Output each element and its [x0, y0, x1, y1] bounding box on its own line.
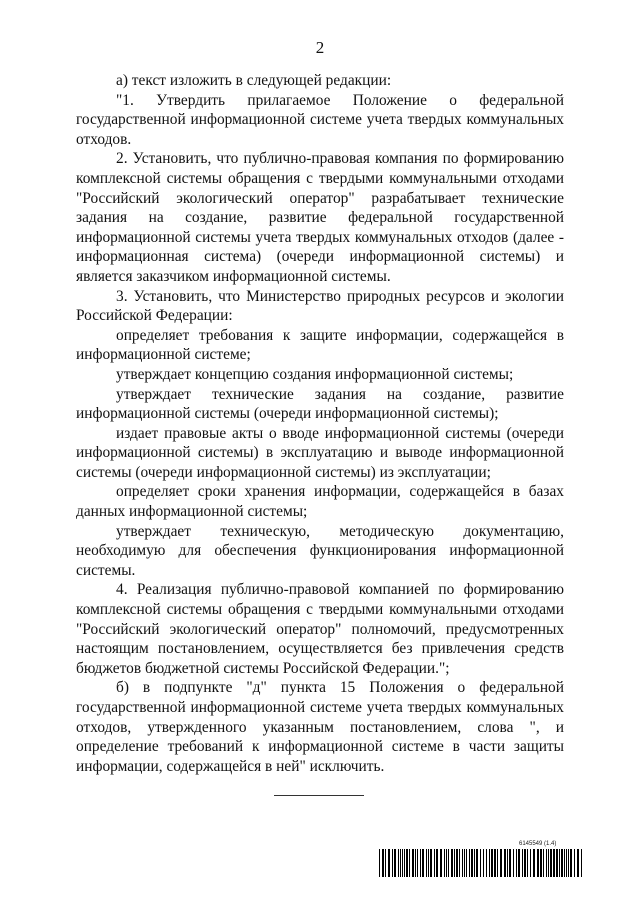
document-body: [76, 71, 564, 776]
page-number: 2: [315, 38, 325, 57]
paragraph-a-intro: а) текст изложить в следующей редакции:: [116, 72, 392, 89]
paragraph-point-3-item-5: определяет сроки хранения информации, содержащейся в базах данных информационной системы;: [76, 483, 564, 521]
paragraph-point-3-item-3: утверждает технические задания на создание, развитие информационной системы (очереди информационной системы);: [76, 385, 564, 423]
paragraph-point-3-item-6: утверждает техническую, методическую документацию, необходимую для обеспечения функционирования информационной системы.: [76, 522, 564, 579]
document-code: 6145549 (1.4): [519, 841, 557, 847]
barcode-image: [378, 849, 586, 877]
paragraph-point-3-item-4: издает правовые акты о вводе информационной системы (очереди информационной системы) в эксплуатацию и выводе информационной системы (очереди информационной системы) из эксплуатации;: [76, 424, 564, 481]
paragraph-point-4: 4. Реализация публично-правовой компанией по формированию комплексной системы обращения с твердыми коммунальными отходами "Российский экологический оператор" полномочий, предусмотренных настоящим постановлением, осуществляется без привлечения средств бюджетов бюджетной системы Российской Федерации.";: [76, 581, 564, 677]
separator-line: [274, 795, 364, 796]
paragraph-point-3: 3. Установить, что Министерство природных ресурсов и экологии Российской Федерации:: [76, 287, 564, 325]
paragraph-point-3-item-2: утверждает концепцию создания информационной системы;: [116, 365, 514, 383]
paragraph-b: б) в подпункте "д" пункта 15 Положения о федеральной государственной информационной системе учета твердых коммунальных отходов, утвержденного указанным постановлением, слова ", и определение требований к информационной системе в части защиты информации, содержащейся в ней" исключить.: [76, 679, 564, 775]
paragraph-point-2: 2. Установить, что публично-правовая компания по формированию комплексной системы обращения с твердыми коммунальными отходами "Российский экологический оператор" разрабатывает технические задания на создание, развитие федеральной государственной информационной системы учета твердых коммунальных отходов (далее - информационная система) (очереди информационной системы) и является заказчиком информационной системы.: [76, 150, 564, 285]
paragraph-point-3-item-1: определяет требования к защите информации, содержащейся в информационной системе;: [76, 326, 564, 364]
paragraph-point-1: "1. Утвердить прилагаемое Положение о федеральной государственной информационной системе учета твердых коммунальных отходов.: [76, 91, 564, 148]
